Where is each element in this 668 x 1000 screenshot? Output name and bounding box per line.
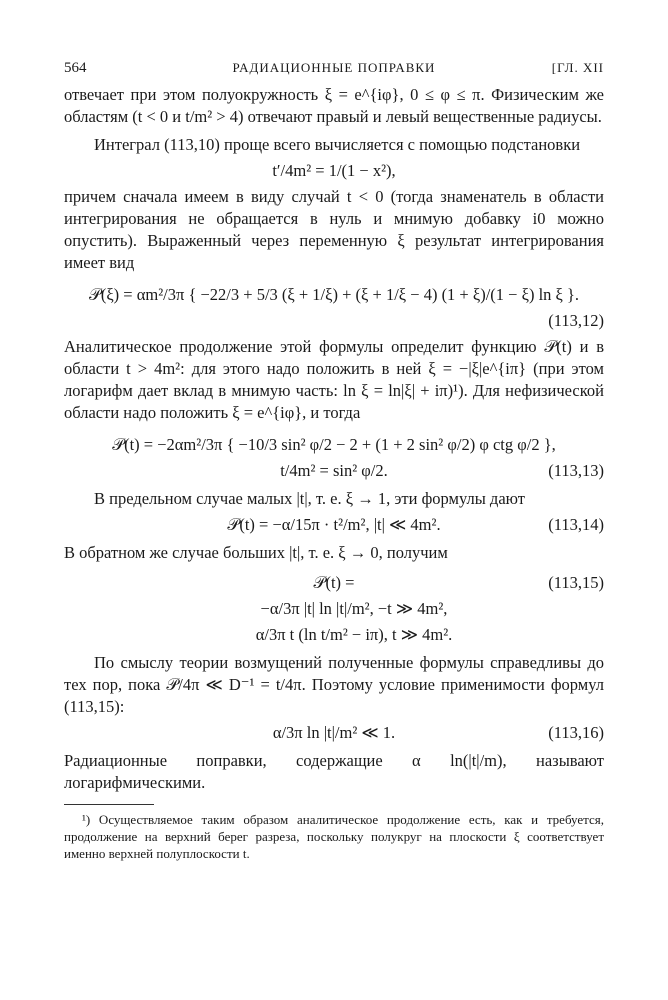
equation-substitution: [64, 160, 604, 182]
equation-113-12-text: 𝒫(ξ) = αm²/3π { −22/3 + 5/3 (ξ + 1/ξ) + (ξ + 1/ξ − 4) (1 + ξ)/(1 − ξ) ln ξ }.: [88, 285, 580, 304]
equation-113-15b: [64, 624, 604, 646]
paragraph-4: Аналитическое продолжение этой формулы определит функцию 𝒫(t) и в области t > 4m²: для этого надо положить в ней ξ = −|ξ|e^{iπ} (при этом логарифм дает вклад в мнимую часть: ln ξ = ln|ξ| + iπ)¹). Для нефизической области надо положить ξ = e^{iφ}, и тогда: [64, 337, 604, 422]
chapter-label: [ГЛ. XII: [551, 60, 604, 75]
tag-113-14: (113,14): [548, 515, 604, 534]
running-title: РАДИАЦИОННЫЕ ПОПРАВКИ: [232, 60, 436, 75]
paragraph-7: По смыслу теории возмущений полученные формулы справедливы до тех пор, пока 𝒫/4π ≪ D⁻¹ = t/4π. Поэтому условие применимости формул (113,15):: [64, 653, 604, 716]
equation-113-16-text: α/3π ln |t|/m² ≪ 1.: [272, 723, 396, 742]
equation-113-12: [64, 284, 604, 306]
tag-113-12: [64, 310, 604, 332]
equation-113-13b: [64, 460, 604, 482]
paragraph-3: причем сначала имеем в виду случай t < 0 (тогда знаменатель в области интегрирования не обращается в нуль и мнимую добавку i0 можно опустить). Выраженный через переменную ξ результат интегрирования имеет вид: [64, 187, 604, 272]
equation-113-13a: [64, 434, 604, 456]
equation-113-14-text: 𝒫(t) = −α/15π · t²/m², |t| ≪ 4m².: [227, 515, 441, 534]
paragraph-2: Интеграл (113,10) проще всего вычисляется с помощью подстановки: [94, 135, 581, 154]
tag-113-15: (113,15): [548, 573, 604, 592]
paragraph-1: отвечает при этом полуокружность ξ = e^{iφ}, 0 ≤ φ ≤ π. Физическим же областям (t < 0 и t/m² > 4) отвечают правый и левый вещественные радиусы.: [64, 85, 604, 126]
equation-substitution-text: t′/4m² = 1/(1 − x²),: [272, 161, 396, 180]
tag-113-16: (113,16): [548, 723, 604, 742]
equation-113-15a-text: −α/3π |t| ln |t|/m², −t ≫ 4m²,: [260, 599, 448, 618]
paragraph-8: Радиационные поправки, содержащие α ln(|t|/m), называют логарифмическими.: [64, 751, 604, 792]
footnote: ¹) Осуществляемое таким образом аналитическое продолжение есть, как и требуется, продолжение на верхний берег разреза, поскольку полукруг на плоскости ξ соответствует именно верхней полуплоскости t.: [64, 812, 604, 861]
equation-113-13b-text: t/4m² = sin² φ/2.: [280, 461, 388, 480]
equation-113-15a: [64, 598, 604, 620]
equation-113-16: [64, 722, 604, 744]
footnote-separator: [64, 804, 154, 805]
equation-113-15b-text: α/3π t (ln t/m² − iπ), t ≫ 4m².: [255, 625, 453, 644]
equation-113-15: [64, 572, 604, 594]
paragraph-5: В предельном случае малых |t|, т. е. ξ → 1, эти формулы дают: [94, 489, 525, 508]
tag-113-13: (113,13): [548, 461, 604, 480]
equation-113-13a-text: 𝒫(t) = −2αm²/3π { −10/3 sin² φ/2 − 2 + (1 + 2 sin² φ/2) φ ctg φ/2 },: [112, 435, 556, 454]
page-number: 564: [64, 60, 87, 76]
tag-113-12-text: (113,12): [548, 311, 604, 330]
page-header: [64, 60, 604, 84]
paragraph-6: В обратном же случае больших |t|, т. е. ξ → 0, получим: [64, 543, 448, 562]
equation-113-15-lhs: 𝒫(t) =: [313, 573, 355, 592]
equation-113-14: [64, 514, 604, 536]
book-page: [64, 60, 604, 862]
